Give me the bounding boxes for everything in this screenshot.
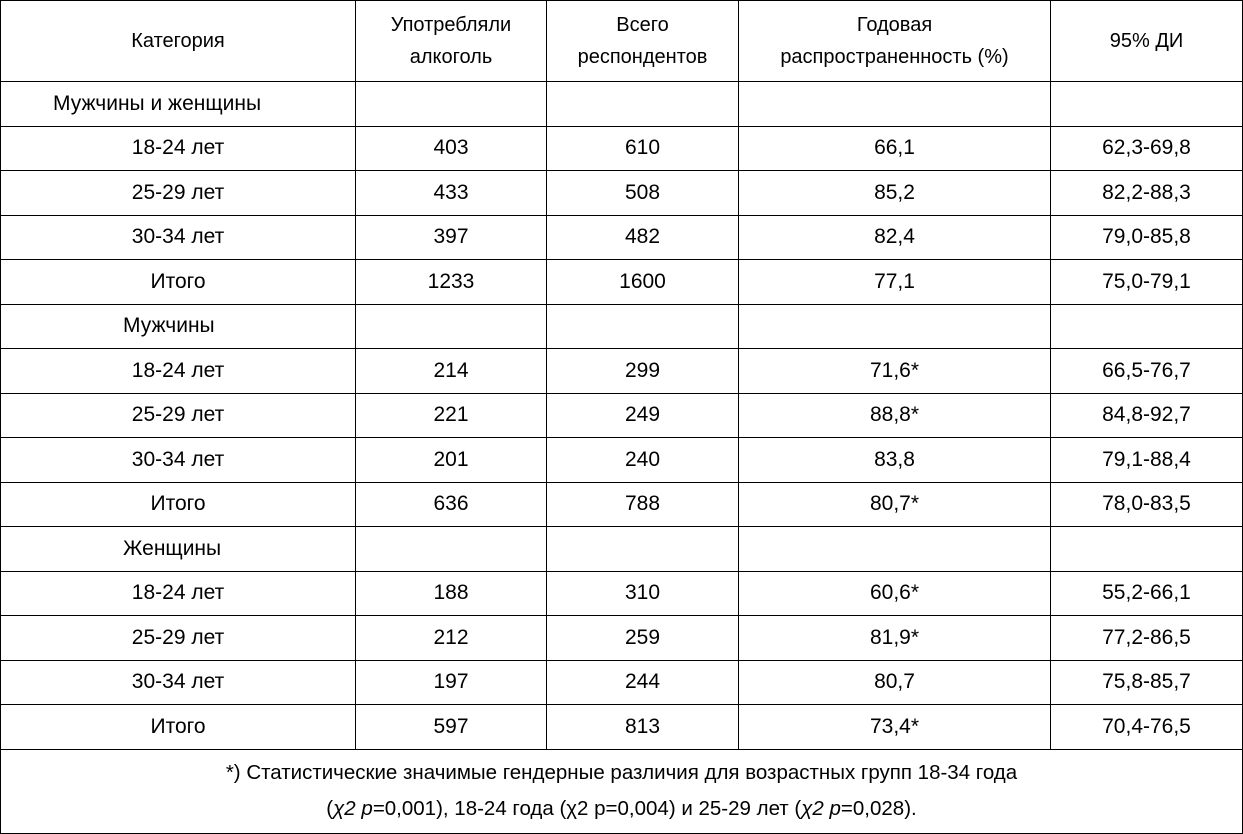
cell-confidence-interval: 79,0-85,8	[1051, 215, 1243, 260]
footnote-text-middle: =0,001), 18-24 года (χ2 p=0,004) и 25-29 лет (	[372, 797, 802, 820]
cell-confidence-interval: 84,8-92,7	[1051, 393, 1243, 438]
cell-annual-prevalence: 81,9*	[739, 616, 1051, 661]
cell-annual-prevalence: 88,8*	[739, 393, 1051, 438]
cell-total-respondents: 310	[547, 571, 739, 616]
cell-drank-alcohol: 221	[356, 393, 547, 438]
header-category-line: Категория	[131, 30, 225, 52]
cell-category: 30-34 лет	[1, 438, 356, 483]
cell-drank-alcohol: 197	[356, 660, 547, 705]
header-total-respondents-line-2: респондентов	[577, 46, 708, 68]
table-row	[1, 438, 1243, 483]
cell-drank-alcohol: 1233	[356, 260, 547, 305]
cell-category: 25-29 лет	[1, 171, 356, 216]
cell-confidence-interval: 62,3-69,8	[1051, 126, 1243, 171]
header-annual-prevalence-line-1: Годовая	[856, 14, 933, 36]
header-drank-alcohol-line-2: алкоголь	[409, 46, 493, 68]
footnote-p-symbol: p	[829, 797, 841, 820]
table-row	[1, 616, 1243, 661]
header-total-respondents	[547, 1, 739, 82]
cell-confidence-interval: 55,2-66,1	[1051, 571, 1243, 616]
cell-total-respondents: 240	[547, 438, 739, 483]
cell-drank-alcohol: 212	[356, 616, 547, 661]
section-header-row	[1, 304, 1243, 349]
cell-confidence-interval: 66,5-76,7	[1051, 349, 1243, 394]
footnote	[1, 749, 1243, 833]
cell-annual-prevalence: 82,4	[739, 215, 1051, 260]
cell-category: 25-29 лет	[1, 393, 356, 438]
cell-total-respondents: 299	[547, 349, 739, 394]
cell-drank-alcohol: 397	[356, 215, 547, 260]
cell-drank-alcohol: 636	[356, 482, 547, 527]
header-total-respondents-line-1: Всего	[616, 14, 669, 36]
cell-category: Итого	[1, 705, 356, 750]
cell-category: 30-34 лет	[1, 660, 356, 705]
header-drank-alcohol	[356, 1, 547, 82]
section-title: Женщины	[1, 527, 356, 572]
cell-total-respondents: 813	[547, 705, 739, 750]
cell-annual-prevalence: 60,6*	[739, 571, 1051, 616]
cell-confidence-interval: 79,1-88,4	[1051, 438, 1243, 483]
cell-annual-prevalence: 71,6*	[739, 349, 1051, 394]
header-drank-alcohol-line-1: Употребляли	[390, 14, 512, 36]
empty-cell	[739, 304, 1051, 349]
cell-annual-prevalence: 80,7*	[739, 482, 1051, 527]
footnote-chi-symbol: χ2	[801, 797, 830, 820]
cell-total-respondents: 249	[547, 393, 739, 438]
cell-confidence-interval: 77,2-86,5	[1051, 616, 1243, 661]
cell-category: Итого	[1, 482, 356, 527]
cell-category: 18-24 лет	[1, 349, 356, 394]
cell-total-respondents: 508	[547, 171, 739, 216]
footnote-p-symbol: p	[361, 797, 373, 820]
table-body	[1, 82, 1243, 750]
section-header-row	[1, 527, 1243, 572]
cell-annual-prevalence: 85,2	[739, 171, 1051, 216]
footnote-line-1: *) Статистические значимые гендерные различия для возрастных групп 18-34 года	[225, 761, 1018, 784]
header-confidence-interval	[1051, 1, 1243, 82]
footnote-chi-symbol: χ2	[333, 797, 362, 820]
table-row	[1, 705, 1243, 750]
cell-drank-alcohol: 403	[356, 126, 547, 171]
empty-cell	[1051, 82, 1243, 127]
table-row	[1, 660, 1243, 705]
table-row	[1, 393, 1243, 438]
empty-cell	[739, 82, 1051, 127]
cell-total-respondents: 610	[547, 126, 739, 171]
cell-confidence-interval: 82,2-88,3	[1051, 171, 1243, 216]
cell-drank-alcohol: 188	[356, 571, 547, 616]
footnote-text-end: =0,028).	[840, 797, 917, 820]
empty-cell	[739, 527, 1051, 572]
empty-cell	[356, 304, 547, 349]
cell-total-respondents: 244	[547, 660, 739, 705]
empty-cell	[1051, 304, 1243, 349]
empty-cell	[547, 304, 739, 349]
header-row	[1, 1, 1243, 82]
cell-category: Итого	[1, 260, 356, 305]
table-row	[1, 571, 1243, 616]
cell-annual-prevalence: 83,8	[739, 438, 1051, 483]
cell-confidence-interval: 75,0-79,1	[1051, 260, 1243, 305]
section-title: Мужчины	[1, 304, 356, 349]
empty-cell	[1051, 527, 1243, 572]
cell-drank-alcohol: 433	[356, 171, 547, 216]
header-confidence-interval-line: 95% ДИ	[1109, 30, 1184, 52]
footnote-line-2	[1, 791, 1242, 827]
cell-category: 25-29 лет	[1, 616, 356, 661]
cell-confidence-interval: 75,8-85,7	[1051, 660, 1243, 705]
cell-total-respondents: 1600	[547, 260, 739, 305]
cell-annual-prevalence: 77,1	[739, 260, 1051, 305]
cell-confidence-interval: 70,4-76,5	[1051, 705, 1243, 750]
cell-confidence-interval: 78,0-83,5	[1051, 482, 1243, 527]
section-title: Мужчины и женщины	[1, 82, 356, 127]
empty-cell	[547, 527, 739, 572]
cell-annual-prevalence: 73,4*	[739, 705, 1051, 750]
cell-annual-prevalence: 80,7	[739, 660, 1051, 705]
empty-cell	[356, 527, 547, 572]
empty-cell	[547, 82, 739, 127]
table-row	[1, 482, 1243, 527]
section-header-row	[1, 82, 1243, 127]
cell-category: 18-24 лет	[1, 571, 356, 616]
header-annual-prevalence-line-2: распространенность (%)	[780, 46, 1009, 68]
table-row	[1, 171, 1243, 216]
footnote-open-paren: (	[326, 797, 334, 820]
cell-total-respondents: 788	[547, 482, 739, 527]
cell-category: 18-24 лет	[1, 126, 356, 171]
table-row	[1, 215, 1243, 260]
cell-annual-prevalence: 66,1	[739, 126, 1051, 171]
table-row	[1, 260, 1243, 305]
cell-category: 30-34 лет	[1, 215, 356, 260]
cell-drank-alcohol: 201	[356, 438, 547, 483]
table-row	[1, 126, 1243, 171]
header-annual-prevalence	[739, 1, 1051, 82]
cell-total-respondents: 482	[547, 215, 739, 260]
cell-total-respondents: 259	[547, 616, 739, 661]
empty-cell	[356, 82, 547, 127]
footnote-row	[1, 749, 1243, 833]
header-category	[1, 1, 356, 82]
table-row	[1, 349, 1243, 394]
cell-drank-alcohol: 214	[356, 349, 547, 394]
cell-drank-alcohol: 597	[356, 705, 547, 750]
